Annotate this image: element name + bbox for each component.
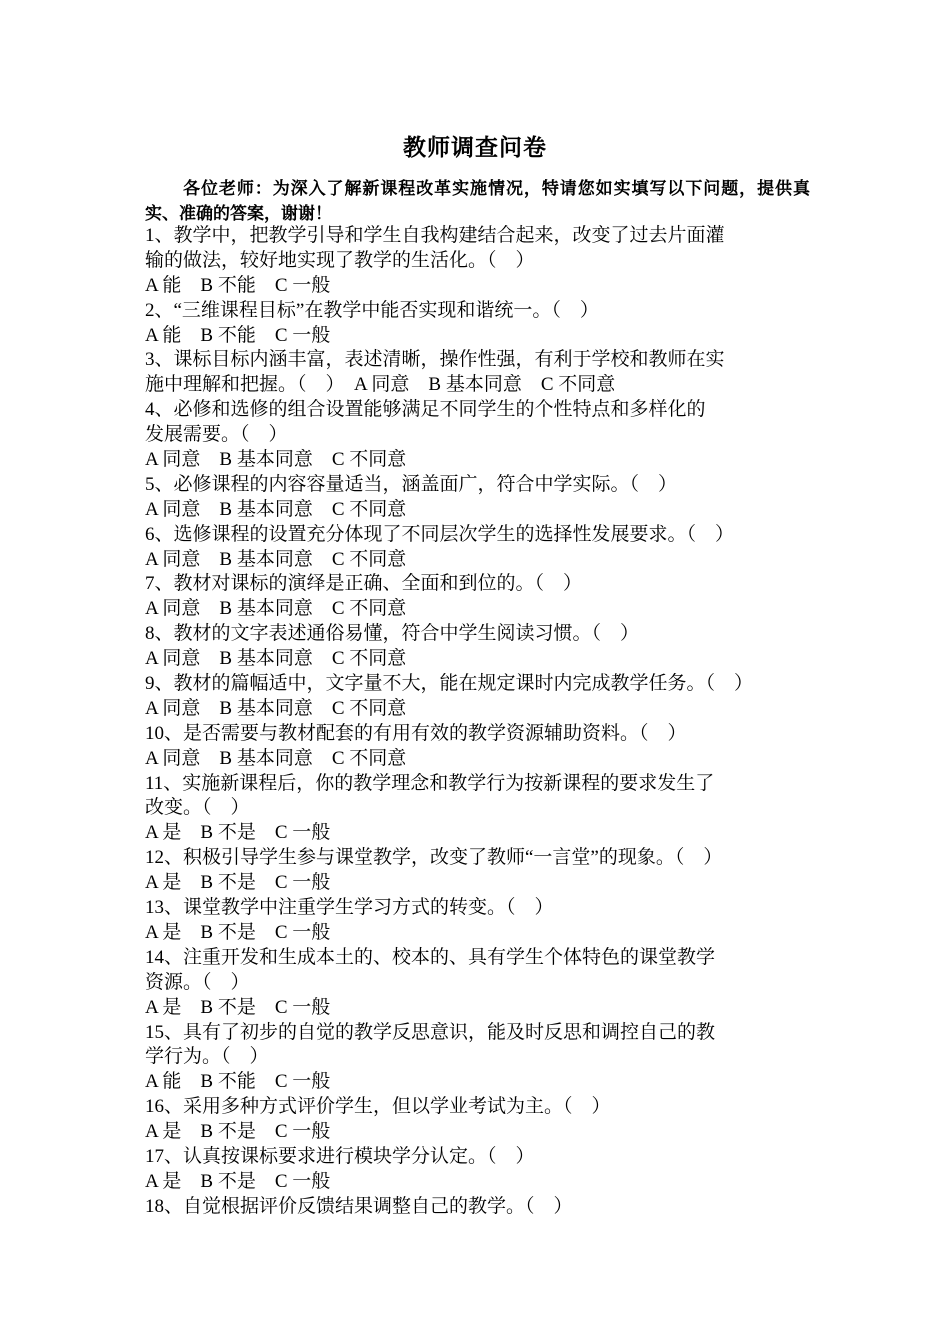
survey-line: A 同意 B 基本同意 C 不同意 bbox=[145, 449, 407, 471]
survey-line: A 能 B 不能 C 一般 bbox=[145, 274, 331, 296]
survey-line: 1、教学中，把教学引导和学生自我构建结合起来，改变了过去片面灌 bbox=[145, 225, 725, 246]
survey-line: 改变。（ ） bbox=[145, 797, 250, 819]
survey-line: A 同意 B 基本同意 C 不同意 bbox=[145, 747, 407, 769]
survey-line: 12、积极引导学生参与课堂教学，改变了教师“一言堂”的现象。（ ） bbox=[145, 847, 723, 869]
survey-line: A 是 B 不是 C 一般 bbox=[145, 1170, 331, 1192]
survey-line: 学行为。（ ） bbox=[145, 1046, 269, 1068]
survey-line: 输的做法，较好地实现了教学的生活化。（ ） bbox=[145, 249, 535, 271]
survey-line: A 同意 B 基本同意 C 不同意 bbox=[145, 598, 407, 620]
survey-line: 3、课标目标内涵丰富，表述清晰，操作性强，有利于学校和教师在实 bbox=[145, 349, 725, 371]
survey-line: A 能 B 不能 C 一般 bbox=[145, 1071, 331, 1093]
survey-body bbox=[145, 224, 810, 1220]
intro-paragraph: 各位老师：为深入了解新课程改革实施情况，特请您如实填写以下问题，提供真实、准确的答案，谢谢！ bbox=[145, 179, 810, 223]
survey-line: A 是 B 不是 C 一般 bbox=[145, 872, 331, 894]
survey-line: 11、实施新课程后，你的教学理念和教学行为按新课程的要求发生了 bbox=[145, 772, 715, 794]
survey-line: 10、是否需要与教材配套的有用有效的教学资源辅助资料。（ ） bbox=[145, 722, 687, 744]
survey-line: 发展需要。（ ） bbox=[145, 424, 288, 446]
survey-line: 17、认真按课标要求进行模块学分认定。（ ） bbox=[145, 1145, 535, 1167]
survey-line: 16、采用多种方式评价学生，但以学业考试为主。（ ） bbox=[145, 1096, 611, 1118]
survey-line: 8、教材的文字表述通俗易懂，符合中学生阅读习惯。（ ） bbox=[145, 623, 640, 645]
survey-line: 5、必修课程的内容容量适当，涵盖面广，符合中学实际。（ ） bbox=[145, 473, 678, 495]
survey-line: 7、教材对课标的演绎是正确、全面和到位的。（ ） bbox=[145, 573, 583, 595]
survey-line: A 是 B 不是 C 一般 bbox=[145, 1121, 331, 1143]
survey-line: 13、课堂教学中注重学生学习方式的转变。（ ） bbox=[145, 897, 554, 919]
survey-line: A 是 B 不是 C 一般 bbox=[145, 822, 331, 844]
survey-line: A 同意 B 基本同意 C 不同意 bbox=[145, 648, 407, 670]
survey-line: A 是 B 不是 C 一般 bbox=[145, 921, 331, 943]
survey-line: A 同意 B 基本同意 C 不同意 bbox=[145, 548, 407, 570]
survey-line: A 同意 B 基本同意 C 不同意 bbox=[145, 498, 407, 520]
survey-line: 资源。（ ） bbox=[145, 971, 250, 993]
survey-line: 14、注重开发和生成本土的、校本的、具有学生个体特色的课堂教学 bbox=[145, 946, 716, 968]
survey-line: 9、教材的篇幅适中，文字量不大，能在规定课时内完成教学任务。（ ） bbox=[145, 673, 754, 695]
survey-line: A 同意 B 基本同意 C 不同意 bbox=[145, 697, 407, 719]
survey-line: 2、“三维课程目标”在教学中能否实现和谐统一。（ ） bbox=[145, 299, 599, 321]
survey-line: 施中理解和把握。（ ） A 同意 B 基本同意 C 不同意 bbox=[145, 374, 616, 396]
document-title: 教师调查问卷 bbox=[403, 135, 547, 160]
survey-line: A 是 B 不是 C 一般 bbox=[145, 996, 331, 1018]
survey-line: 15、具有了初步的自觉的教学反思意识，能及时反思和调控自己的教 bbox=[145, 1021, 716, 1043]
survey-line: A 能 B 不能 C 一般 bbox=[145, 324, 331, 346]
survey-line: 4、必修和选修的组合设置能够满足不同学生的个性特点和多样化的 bbox=[145, 399, 706, 421]
survey-line: 6、选修课程的设置充分体现了不同层次学生的选择性发展要求。（ ） bbox=[145, 523, 735, 545]
survey-line: 18、自觉根据评价反馈结果调整自己的教学。（ ） bbox=[145, 1195, 573, 1217]
